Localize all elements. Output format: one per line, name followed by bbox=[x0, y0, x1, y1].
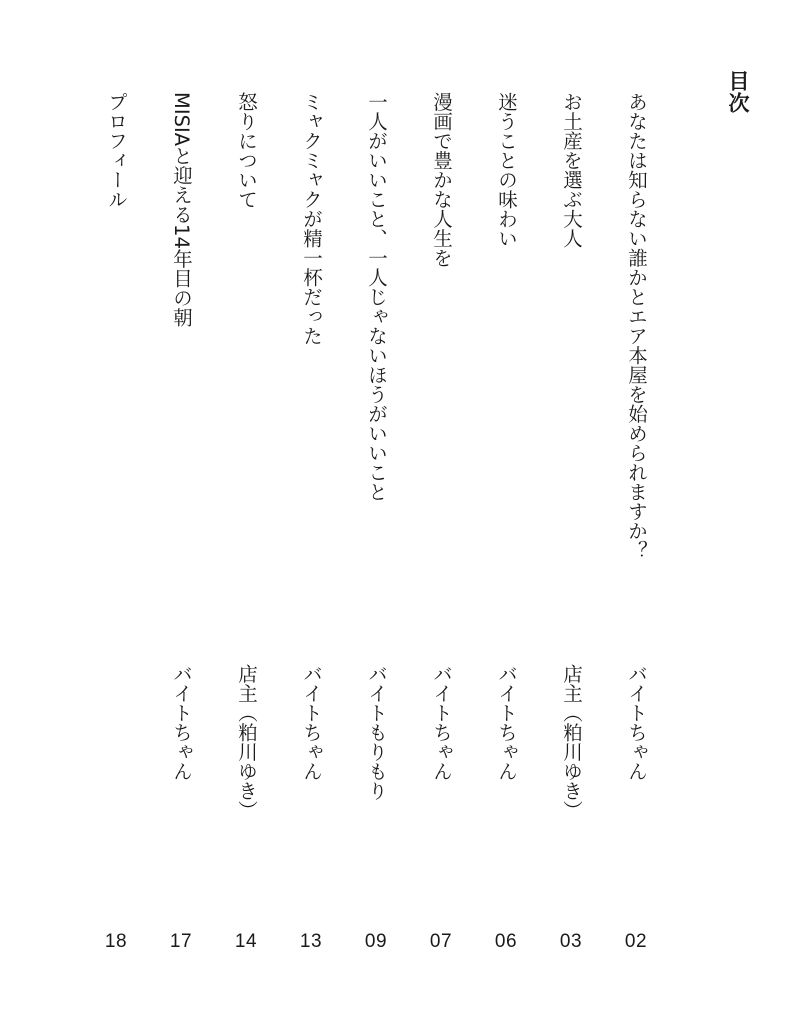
entry-author: バイトちゃん bbox=[625, 664, 648, 781]
entry-page-number: 07 bbox=[429, 931, 453, 952]
toc-entry[interactable] bbox=[226, 0, 266, 1024]
entry-author: 店主（粕川ゆき） bbox=[560, 664, 583, 820]
entry-title: 漫画で豊かな人生を bbox=[430, 92, 453, 268]
entry-page-number: 03 bbox=[559, 931, 583, 952]
toc-entry[interactable] bbox=[161, 0, 201, 1024]
entry-title: 一人がいいこと、一人じゃないほうがいいこと bbox=[365, 92, 388, 502]
entry-author: 店主（粕川ゆき） bbox=[235, 664, 258, 820]
entry-page-number: 02 bbox=[624, 931, 648, 952]
entry-author: バイトちゃん bbox=[430, 664, 453, 781]
entry-author: バイトちゃん bbox=[170, 664, 193, 781]
entry-page-number: 06 bbox=[494, 931, 518, 952]
toc-heading: 目次 bbox=[726, 70, 750, 114]
toc-entry[interactable] bbox=[551, 0, 591, 1024]
entry-title: ミャクミャクが精一杯だった bbox=[300, 92, 323, 346]
entry-title: MISIAと迎える14年目の朝 bbox=[170, 92, 193, 327]
toc-entry[interactable] bbox=[616, 0, 656, 1024]
entry-author: バイトもりもり bbox=[365, 664, 388, 801]
entry-page-number: 14 bbox=[234, 931, 258, 952]
entry-title: 迷うことの味わい bbox=[495, 92, 518, 248]
entry-page-number: 13 bbox=[299, 931, 323, 952]
entry-title: 怒りについて bbox=[235, 92, 258, 209]
entry-title: あなたは知らない誰かとエア本屋を始められますか？ bbox=[625, 92, 648, 560]
toc-entry[interactable] bbox=[96, 0, 136, 1024]
toc-entry[interactable] bbox=[421, 0, 461, 1024]
entry-author: バイトちゃん bbox=[495, 664, 518, 781]
entry-author: バイトちゃん bbox=[300, 664, 323, 781]
toc-entry[interactable] bbox=[486, 0, 526, 1024]
toc-entry[interactable] bbox=[356, 0, 396, 1024]
entry-page-number: 09 bbox=[364, 931, 388, 952]
entry-page-number: 18 bbox=[104, 931, 128, 952]
entry-page-number: 17 bbox=[169, 931, 193, 952]
entry-title: お土産を選ぶ大人 bbox=[560, 92, 583, 248]
entry-title: プロフィール bbox=[105, 92, 128, 209]
toc-entry[interactable] bbox=[291, 0, 331, 1024]
